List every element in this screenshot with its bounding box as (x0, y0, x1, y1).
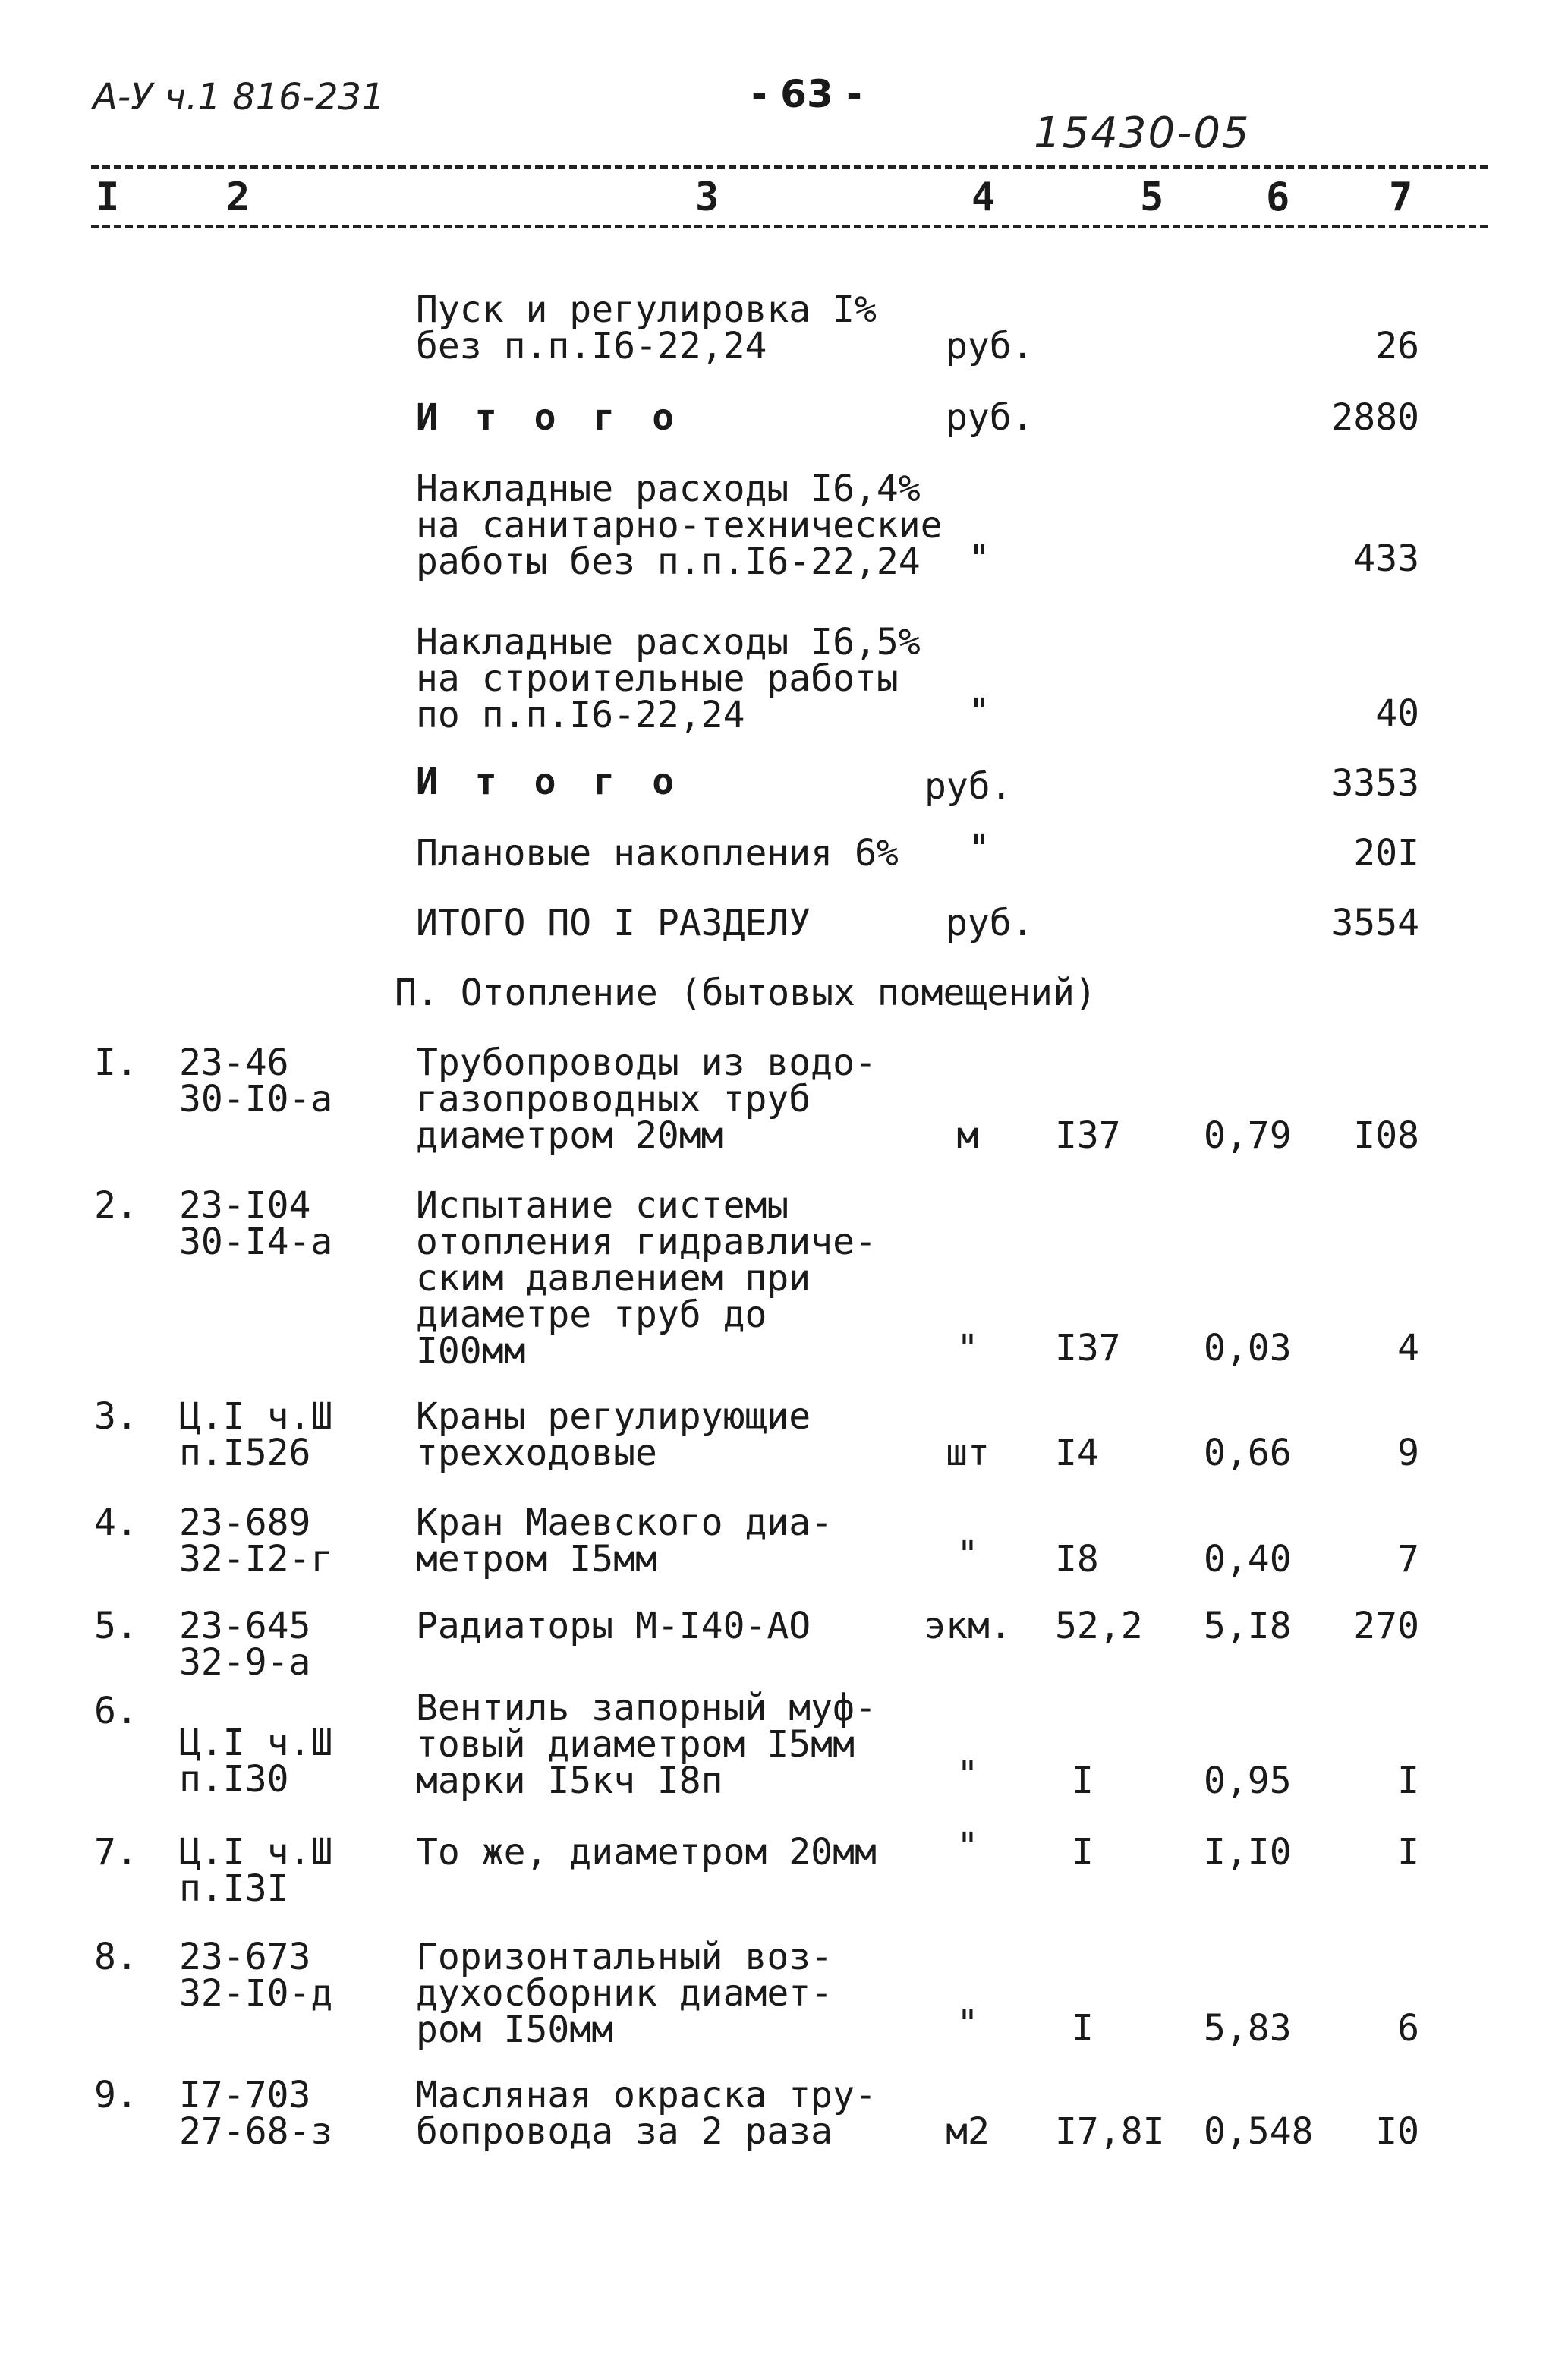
column-number-5: 5 (1140, 175, 1164, 220)
item-quantity: 52,2 (1055, 1605, 1143, 1647)
summary-row-unit: " (968, 827, 990, 870)
item-code: 23-I04 30-I4-а (179, 1184, 333, 1263)
column-number-2: 2 (226, 175, 250, 220)
item-quantity: I7,8I (1055, 2110, 1165, 2153)
summary-row-text: Накладные расходы I6,4% на санитарно-технические работы без п.п.I6-22,24 (416, 468, 943, 583)
item-code: 23-673 32-I0-д (179, 1936, 333, 2015)
item-description: Вентиль запорный муф- товый диаметром I5мм марки I5кч I8п (416, 1687, 877, 1802)
item-unit: " (956, 1825, 979, 1867)
column-number-3: 3 (695, 175, 719, 220)
item-unit: м (956, 1114, 979, 1157)
summary-row-unit: руб. (924, 765, 1012, 808)
item-price: 0,79 (1204, 1114, 1292, 1157)
item-description: То же, диаметром 20мм (416, 1831, 877, 1873)
column-number-6: 6 (1266, 175, 1290, 220)
item-price: 0,95 (1204, 1760, 1292, 1802)
item-total: 7 (1397, 1538, 1419, 1580)
item-unit: " (956, 2003, 979, 2045)
item-total: I08 (1353, 1114, 1419, 1157)
item-price: 0,03 (1204, 1327, 1292, 1369)
summary-row-unit: " (968, 691, 990, 733)
section-title: П. Отопление (бытовых помещений) (395, 972, 1097, 1014)
item-total: 6 (1397, 2007, 1419, 2050)
item-price: 5,83 (1204, 2007, 1292, 2050)
document-code: А-У ч.1 816-231 (93, 76, 385, 118)
item-total: 9 (1397, 1432, 1419, 1474)
item-unit: " (956, 1754, 979, 1796)
item-price: I,I0 (1204, 1831, 1292, 1873)
column-number-4: 4 (971, 175, 996, 220)
item-code: 23-46 30-I0-а (179, 1041, 333, 1120)
item-total: 270 (1353, 1605, 1419, 1647)
item-number: 3. (94, 1395, 138, 1438)
summary-row-total: 20I (1353, 832, 1419, 874)
item-price: 0,66 (1204, 1432, 1292, 1474)
header-divider-bottom (91, 225, 1488, 228)
item-number: 6. (94, 1690, 138, 1732)
item-total: 4 (1397, 1327, 1419, 1369)
item-quantity: I4 (1055, 1432, 1099, 1474)
item-code: I7-703 27-68-з (179, 2074, 333, 2153)
item-code: Ц.I ч.Ш п.I526 (179, 1395, 333, 1474)
item-quantity: I8 (1055, 1538, 1099, 1580)
summary-row-unit: руб. (946, 396, 1034, 439)
summary-row-total: 3554 (1331, 902, 1419, 944)
item-number: 9. (94, 2074, 138, 2116)
item-description: Радиаторы М-I40-АО (416, 1605, 811, 1647)
item-code: Ц.I ч.Ш п.I30 (179, 1722, 333, 1801)
summary-row-unit: руб. (946, 902, 1034, 944)
column-number-1: I (96, 175, 120, 220)
item-unit: " (956, 1327, 979, 1369)
item-number: 4. (94, 1502, 138, 1544)
item-number: 2. (94, 1184, 138, 1227)
summary-row-text: ИТОГО ПО I РАЗДЕЛУ (416, 902, 811, 944)
summary-row-text: Плановые накопления 6% (416, 832, 899, 874)
summary-row-unit: руб. (946, 325, 1034, 367)
page-number: - 63 - (751, 72, 862, 116)
item-quantity: I (1072, 2007, 1094, 2050)
item-code: 23-645 32-9-а (179, 1605, 311, 1684)
item-total: I (1397, 1760, 1419, 1802)
summary-row-text: Накладные расходы I6,5% на строительные работы по п.п.I6-22,24 (416, 621, 921, 736)
summary-row-total: 26 (1375, 325, 1419, 367)
item-unit: " (956, 1533, 979, 1576)
item-price: 0,548 (1204, 2110, 1314, 2153)
item-description: Трубопроводы из водо- газопроводных труб диаметром 20мм (416, 1041, 877, 1157)
item-description: Краны регулирующие трехходовые (416, 1395, 811, 1474)
item-number: 8. (94, 1936, 138, 1978)
summary-row-total: 3353 (1331, 762, 1419, 805)
item-unit: м2 (946, 2110, 990, 2153)
summary-row-unit: " (968, 537, 990, 580)
item-description: Кран Маевского диа- метром I5мм (416, 1502, 833, 1580)
summary-row-text: Пуск и регулировка I% без п.п.I6-22,24 (416, 288, 877, 367)
item-number: I. (94, 1041, 138, 1084)
item-unit: экм. (924, 1605, 1012, 1647)
item-description: Испытание системы отопления гидравличе- ским давлением при диаметре труб до I00мм (416, 1184, 877, 1372)
summary-row-total: 2880 (1331, 396, 1419, 439)
item-total: I (1397, 1831, 1419, 1873)
item-unit: шт (946, 1432, 990, 1474)
item-quantity: I37 (1055, 1327, 1121, 1369)
summary-row-total: 40 (1375, 692, 1419, 735)
summary-row-text: И т о г о (416, 396, 682, 439)
item-quantity: I (1072, 1831, 1094, 1873)
item-total: I0 (1375, 2110, 1419, 2153)
item-price: 0,40 (1204, 1538, 1292, 1580)
summary-row-text: И т о г о (416, 761, 682, 803)
summary-row-total: 433 (1353, 537, 1419, 580)
item-code: 23-689 32-I2-г (179, 1502, 333, 1580)
header-divider-top (91, 165, 1488, 169)
item-quantity: I (1072, 1760, 1094, 1802)
item-description: Масляная окраска тру- бопровода за 2 раза (416, 2074, 877, 2153)
item-price: 5,I8 (1204, 1605, 1292, 1647)
column-number-7: 7 (1389, 175, 1413, 220)
document-number: 15430-05 (1034, 109, 1251, 158)
item-quantity: I37 (1055, 1114, 1121, 1157)
item-code: Ц.I ч.Ш п.I3I (179, 1831, 333, 1910)
item-number: 5. (94, 1605, 138, 1647)
item-number: 7. (94, 1831, 138, 1873)
item-description: Горизонтальный воз- духосборник диамет- ром I50мм (416, 1936, 833, 2051)
